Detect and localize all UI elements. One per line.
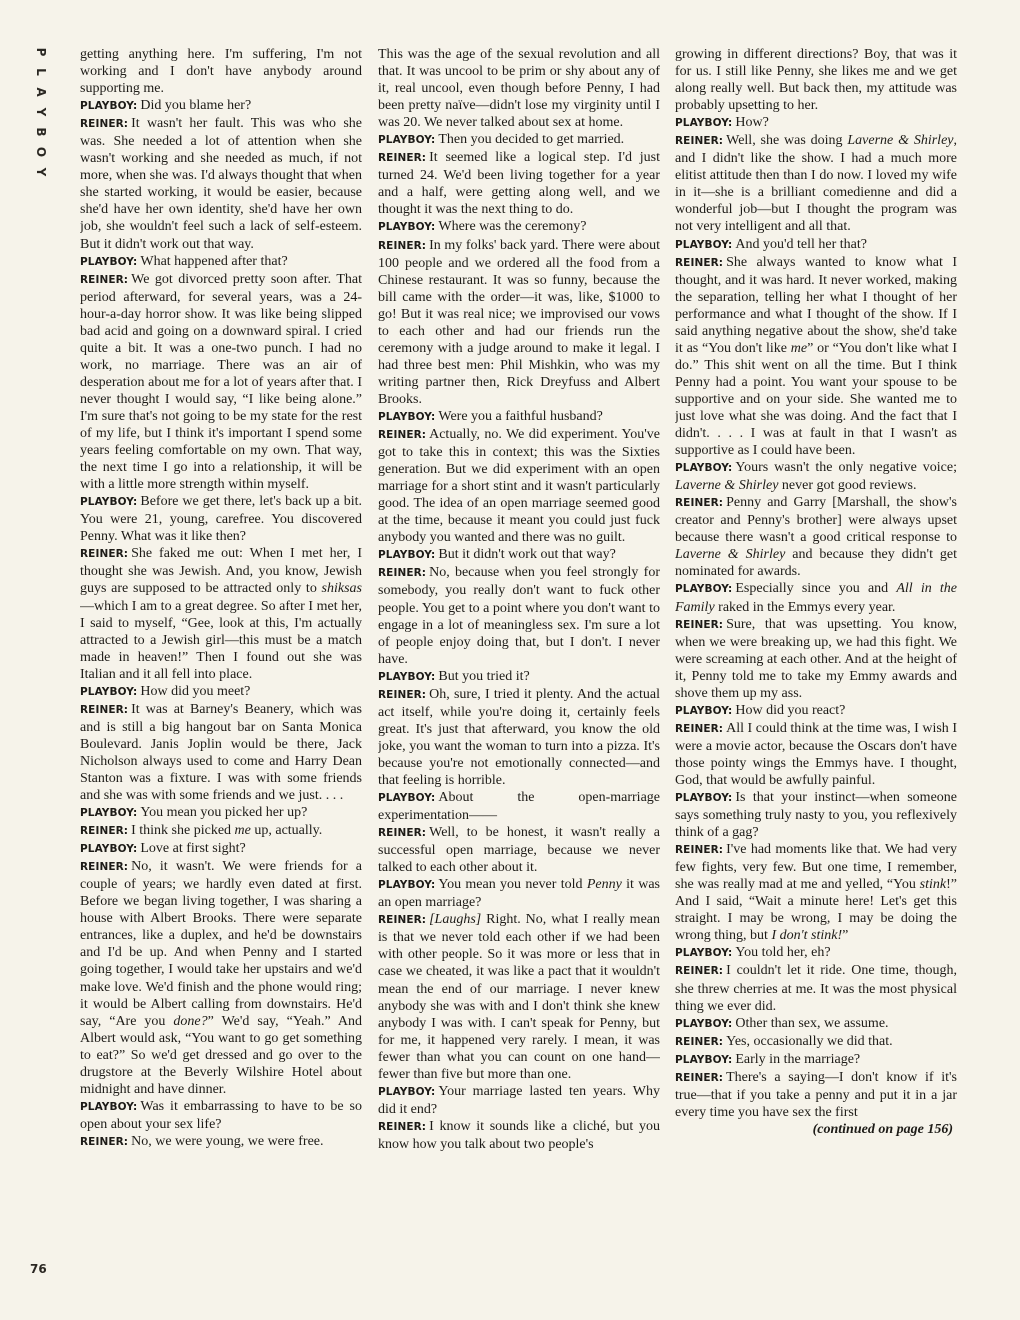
speaker-label: PLAYBOY: — [378, 792, 436, 805]
paragraph — [675, 254, 957, 460]
paragraph — [675, 46, 957, 114]
text-run: , and I didn't like the show. I had a much more elitist attitude then than I do now. I loved my wife in it—she is a brilliant comedienne and did a wonderful job—but I thought the program was not very intelligent and all that. — [675, 133, 957, 235]
speaker-label: REINER: — [378, 239, 427, 252]
paragraph — [675, 580, 957, 615]
text-run: !” And I said, “Wait a minute here! Let's get this straight. I may be wrong, I may be doing the wrong thing, but — [675, 877, 957, 944]
speaker-label: PLAYBOY: — [80, 685, 138, 698]
text-column-2 — [378, 46, 660, 1286]
paragraph — [675, 789, 957, 841]
text-column-3 — [675, 46, 957, 1286]
text-run: You mean you never told — [438, 877, 587, 893]
text-run: She faked me out: When I met her, I thought she was Jewish. And, you know, Jewish guys are supposed to be attracted only to — [80, 546, 362, 597]
paragraph — [675, 962, 957, 1014]
text-run: How did you meet? — [140, 683, 251, 699]
masthead-letter: A — [34, 87, 48, 97]
text-run: You told her, eh? — [735, 945, 831, 961]
speaker-label: PLAYBOY: — [80, 255, 138, 268]
speaker-label: REINER: — [80, 703, 129, 716]
text-run: It wasn't her fault. This was who she was. She needed a lot of attention when she wasn't working and she needed as much, if not more, when she was. I'd always thought that when she started working, it would be easier, because she'd have her own identity, she'd have her own job, she wouldn't feel such a lack of self-esteem. But it didn't work out that way. — [80, 116, 362, 252]
speaker-label: REINER: — [675, 256, 724, 269]
paragraph — [80, 822, 362, 840]
speaker-label: PLAYBOY: — [675, 1053, 733, 1066]
speaker-label: REINER: — [675, 618, 724, 631]
speaker-label: REINER: — [80, 1135, 129, 1148]
speaker-label: PLAYBOY: — [675, 1017, 733, 1030]
masthead-letter: Y — [34, 167, 48, 177]
paragraph — [80, 683, 362, 701]
paragraph — [675, 702, 957, 720]
paragraph — [378, 824, 660, 876]
speaker-label: PLAYBOY: — [675, 462, 733, 475]
speaker-label: REINER: — [80, 825, 129, 838]
paragraph — [80, 493, 362, 545]
italic-text: [Laughs] — [429, 912, 482, 928]
text-run: Were you a faithful husband? — [438, 408, 603, 424]
speaker-label: REINER: — [675, 965, 724, 978]
paragraph — [80, 804, 362, 822]
text-run: getting anything here. I'm suffering, I'm not working and I don't have anybody around supporting me. — [80, 47, 362, 97]
text-run: But it didn't work out that way? — [438, 547, 616, 563]
paragraph — [378, 237, 660, 408]
text-run: and because they didn't get nominated for awards. — [675, 547, 957, 580]
paragraph — [675, 616, 957, 702]
speaker-label: REINER: — [80, 273, 129, 286]
continued-note: (continued on page 156) — [812, 1121, 953, 1137]
text-run: Yours wasn't the only negative voice; — [735, 460, 957, 476]
text-run: ” We'd say, “Yeah.” And Albert would ask, “You want to go get something to eat?” So we'd get dressed and go over to the drugstore at the Beverly Wilshire Hotel about midnight and have dinner. — [80, 1013, 362, 1097]
text-run: It seemed like a logical step. I'd just turned 24. We'd been living together for a year and a half, were getting along well, and we thought it was the next thing to do. — [378, 150, 660, 218]
paragraph — [378, 686, 660, 789]
text-run: raked in the Emmys every year. — [714, 599, 896, 615]
text-run: You mean you picked her up? — [140, 805, 308, 821]
speaker-label: REINER: — [378, 429, 427, 442]
text-run: It was at Barney's Beanery, which was and is still a big hangout bar on Santa Monica Boulevard. Janis Joplin would be there, Jack Nicholson always used to come and Harry Dean Stanton was a fixture. I was with some friends and she was with some friends and we just. . . . — [80, 701, 362, 804]
text-run: Then you decided to get married. — [438, 132, 625, 148]
text-run: No, because when you feel strongly for somebody, you really don't want to fuck other people. You get to a point where you don't want to engage in a lot of meaningless sex. I'm sure a lot of people enjoy doing that, but I don't. I never have. — [378, 565, 660, 667]
speaker-label: REINER: — [378, 827, 427, 840]
masthead-letter: Y — [34, 107, 48, 117]
text-run: Right. No, what I really mean is that we never told each other if we had been with other people. So it was more or less that in case we cheated, it was like a pact that it wouldn't mean the end of our marriage. I never knew anybody she was with and I don't think she knew anybody I was with. I can't speak for Penny, but for me, it happened very rarely. I mean, it was fewer than what you can count on one hand—fewer than five but more than one. — [378, 912, 660, 1082]
speaker-label: PLAYBOY: — [378, 1085, 436, 1098]
speaker-label: PLAYBOY: — [378, 670, 436, 683]
paragraph — [675, 720, 957, 789]
speaker-label: PLAYBOY: — [80, 496, 138, 509]
speaker-label: PLAYBOY: — [675, 704, 733, 717]
paragraph — [80, 97, 362, 115]
text-run: What happened after that? — [140, 253, 288, 269]
speaker-label: REINER: — [80, 861, 129, 874]
text-run: Sure, that was upsetting. You know, when we were breaking up, we had this fight. We were screaming at each other. And at the height of it, Penny told me to take my Emmy awards and shove them up my ass. — [675, 616, 957, 701]
text-run: But you tried it? — [438, 668, 530, 684]
paragraph — [378, 564, 660, 667]
paragraph — [378, 546, 660, 564]
speaker-label: REINER: — [675, 1035, 724, 1048]
paragraph — [378, 46, 660, 131]
paragraph — [378, 218, 660, 236]
paragraph — [80, 701, 362, 804]
masthead-letter: O — [34, 146, 48, 158]
masthead-letter: B — [34, 127, 48, 137]
page-number: 76 — [30, 1262, 47, 1276]
speaker-label: REINER: — [80, 548, 129, 561]
paragraph — [378, 1118, 660, 1153]
italic-text: Laverne & Shirley — [675, 478, 779, 494]
text-run: Love at first sight? — [140, 841, 246, 857]
text-run: About the open-marriage experimentation—— — [378, 790, 660, 824]
text-run: She always wanted to know what I thought, and it was hard. It never worked, making the separation, telling her what I thought of her performance and what I thought of the show. If I said anything negative about the show, she'd take it as “You don't like — [675, 254, 957, 356]
paragraph — [378, 1083, 660, 1118]
speaker-label: REINER: — [378, 688, 427, 701]
paragraph — [378, 668, 660, 686]
text-run: —which I am to a great degree. So after I met her, I said to myself, “Gee, look at this, I'm actually attracted to a Jewish girl—this must be a match made in heaven!” Then I found out she was Italian and it all fell into place. — [80, 598, 362, 682]
paragraph — [80, 545, 362, 682]
text-run: I've had moments like that. We had very few fights, very few. But one time, I remember, she was really mad at me and yelled, “You — [675, 842, 957, 893]
text-run: never got good reviews. — [778, 478, 917, 494]
speaker-label: PLAYBOY: — [675, 238, 733, 251]
text-run: And you'd tell her that? — [735, 236, 867, 252]
italic-text: I don't stink! — [771, 928, 843, 944]
text-run: Your marriage lasted ten years. Why did it end? — [378, 1083, 660, 1117]
paragraph — [675, 494, 957, 580]
text-run: I couldn't let it ride. One time, though, she threw cherries at me. It was the most physical thing we ever did. — [675, 963, 957, 1014]
text-run: Other than sex, we assume. — [735, 1015, 889, 1031]
speaker-label: REINER: — [675, 135, 724, 148]
speaker-label: PLAYBOY: — [80, 100, 138, 113]
text-run: Was it embarrassing to have to be so open about your sex life? — [80, 1098, 362, 1132]
paragraph — [80, 1133, 362, 1151]
text-column-1 — [80, 46, 362, 1286]
speaker-label: PLAYBOY: — [378, 549, 436, 562]
paragraph — [378, 789, 660, 824]
masthead-letter: L — [34, 68, 48, 76]
speaker-label: REINER: — [378, 914, 427, 927]
text-run: All I could think at the time was, I wish I were a movie actor, because the Oscars don't have those pointy wings the Emmys have. I thought, God, that would be awfully painful. — [675, 720, 957, 788]
italic-text: me — [790, 340, 808, 356]
text-run: Actually, no. We did experiment. You've got to take this in context; this was the Sixties generation. But we did experiment with an open marriage for a short stint and it wasn't particularly good. The idea of an open marriage seemed good at the time, because it meant you could just fuck anybody you wanted and there was no guilt. — [378, 427, 660, 546]
text-run: Early in the marriage? — [735, 1051, 861, 1067]
text-run: Where was the ceremony? — [438, 219, 587, 235]
italic-text: stink — [919, 877, 947, 893]
text-run: Did you blame her? — [140, 98, 252, 114]
text-run: No, we were young, we were free. — [131, 1133, 324, 1149]
speaker-label: REINER: — [80, 118, 129, 131]
text-run: ” — [842, 928, 849, 944]
text-run: up, actually. — [250, 823, 323, 839]
paragraph — [378, 149, 660, 218]
text-run: In my folks' back yard. There were about 100 people and we ordered all the food from a Chinese restaurant. It was so funny, because the bill came with the order—it was, like, $1000 to go! But it was real nice; we improvised our vows to each other and had our friends run the ceremony with a judge around to make it legal. I had three best men: Phil Mishkin, who was my writing partner then, Rick Dreyfuss and Albert Brooks. — [378, 237, 660, 407]
speaker-label: REINER: — [675, 1071, 724, 1084]
text-run: This was the age of the sexual revolution and all that. It was uncool to be prim or shy about any of it, real uncool, even though before Penny, I had been pretty naïve—didn't lose my virginity until I was 20. We never talked about sex at home. — [378, 47, 660, 131]
paragraph — [675, 841, 957, 944]
paragraph — [378, 876, 660, 911]
speaker-label: REINER: — [378, 152, 427, 165]
text-run: Before we get there, let's back up a bit. You were 21, young, carefree. You discovered Penny. What was it like then? — [80, 494, 362, 545]
italic-text: done? — [173, 1013, 208, 1029]
paragraph — [80, 1098, 362, 1133]
text-run: We got divorced pretty soon after. That period afterward, for several years, was a 24-hour-a-day horror show. It was like being slipped bad acid and going on a downward spiral. I cried quite a bit. It was a one-two punch. I had no work, no marriage. There was an air of desperation about me for a lot of years after that. I never thought I would say, “I like being alone.” I'm sure that's not going to be my state for the rest of my life, but I think it's important I spend some years feeling comfortable on my own. That way, the next time I go into a relationship, it will be with a little more strength within myself. — [80, 271, 362, 493]
paragraph — [675, 1033, 957, 1051]
speaker-label: PLAYBOY: — [378, 879, 436, 892]
paragraph — [675, 944, 957, 962]
speaker-label: PLAYBOY: — [80, 843, 138, 856]
paragraph — [675, 1069, 957, 1121]
speaker-label: REINER: — [675, 722, 724, 735]
text-run: Penny and Garry [Marshall, the show's creator and Penny's brother] were always upset because there wasn't a good critical response to — [675, 495, 957, 546]
paragraph — [80, 271, 362, 494]
speaker-label: PLAYBOY: — [80, 807, 138, 820]
speaker-label: REINER: — [378, 1120, 427, 1133]
text-run: Well, to be honest, it wasn't really a successful open marriage, because we never talked to each other about it. — [378, 825, 660, 876]
paragraph — [675, 132, 957, 235]
text-run: There's a saying—I don't know if it's true—that if you take a penny and put it in a jar every time you have sex the first — [675, 1069, 957, 1120]
text-run: No, it wasn't. We were friends for a couple of years; we hardly even dated at first. Before we began living together, I was sharing a house with Albert Brooks. There were separate entrances, like a duplex, and he'd be downstairs and I'd be up. And when Penny and I started going together, I would take her upstairs and we'd make love. We'd finish and the phone would ring; it would be Albert calling from downstairs. He'd say, “Are you — [80, 859, 362, 1029]
italic-text: Penny — [586, 877, 622, 893]
paragraph — [675, 114, 957, 132]
text-run: How? — [735, 115, 769, 131]
masthead — [30, 42, 52, 182]
speaker-label: PLAYBOY: — [675, 792, 733, 805]
text-run: Well, she was doing — [726, 133, 848, 149]
speaker-label: REINER: — [675, 497, 724, 510]
paragraph — [378, 408, 660, 426]
text-run: growing in different directions? Boy, that was it for us. I still like Penny, she likes me and we get along really well. But back then, my attitude was probably upsetting to her. — [675, 47, 957, 114]
speaker-label: PLAYBOY: — [378, 134, 436, 147]
paragraph — [378, 426, 660, 546]
text-run: Especially since you and — [735, 581, 897, 597]
speaker-label: PLAYBOY: — [378, 221, 436, 234]
italic-text: Laverne & Shirley — [847, 133, 954, 149]
text-run: ” or “You don't like what I do.” This shit went on all the time. But I think Penny had a point. You want your spouse to be supportive and on your side. She wanted me to just love what she was doing. And the fact that I didn't. . . . I was at fault in that I wasn't as supportive as I could have been. — [675, 340, 957, 459]
speaker-label: REINER: — [675, 844, 724, 857]
speaker-label: PLAYBOY: — [675, 583, 733, 596]
italic-text: shiksas — [321, 581, 362, 597]
speaker-label: PLAYBOY: — [675, 117, 733, 130]
paragraph — [378, 131, 660, 149]
paragraph — [80, 858, 362, 1098]
text-run: it was an open marriage? — [378, 877, 660, 911]
speaker-label: PLAYBOY: — [675, 947, 733, 960]
text-run: How did you react? — [735, 702, 846, 718]
speaker-label: PLAYBOY: — [378, 410, 436, 423]
speaker-label: REINER: — [378, 567, 427, 580]
paragraph — [80, 115, 362, 252]
paragraph — [80, 253, 362, 271]
speaker-label: PLAYBOY: — [80, 1100, 138, 1113]
italic-text: me — [234, 823, 251, 839]
paragraph — [675, 236, 957, 254]
paragraph — [80, 46, 362, 97]
paragraph — [675, 1051, 957, 1069]
masthead-letter: P — [34, 47, 48, 57]
paragraph — [80, 840, 362, 858]
paragraph — [675, 459, 957, 494]
text-run: I know it sounds like a cliché, but you know how you talk about two people's — [378, 1118, 660, 1152]
text-run: Is that your instinct—when someone says something truly nasty to you, you reflexively think of a gag? — [675, 790, 957, 841]
paragraph — [378, 911, 660, 1082]
paragraph — [675, 1015, 957, 1033]
text-run: Yes, occasionally we did that. — [726, 1033, 893, 1049]
italic-text: Laverne & Shirley — [675, 547, 786, 563]
text-run: I think she picked — [131, 823, 235, 839]
text-run: Oh, sure, I tried it plenty. And the actual act itself, while you're doing it, certainly feels great. It's just that afterward, you know the old joke, you want the woman to turn into a pizza. It's because you're not emotionally connected—and that feeling is horrible. — [378, 686, 660, 788]
italic-text: All in the Family — [675, 581, 957, 615]
